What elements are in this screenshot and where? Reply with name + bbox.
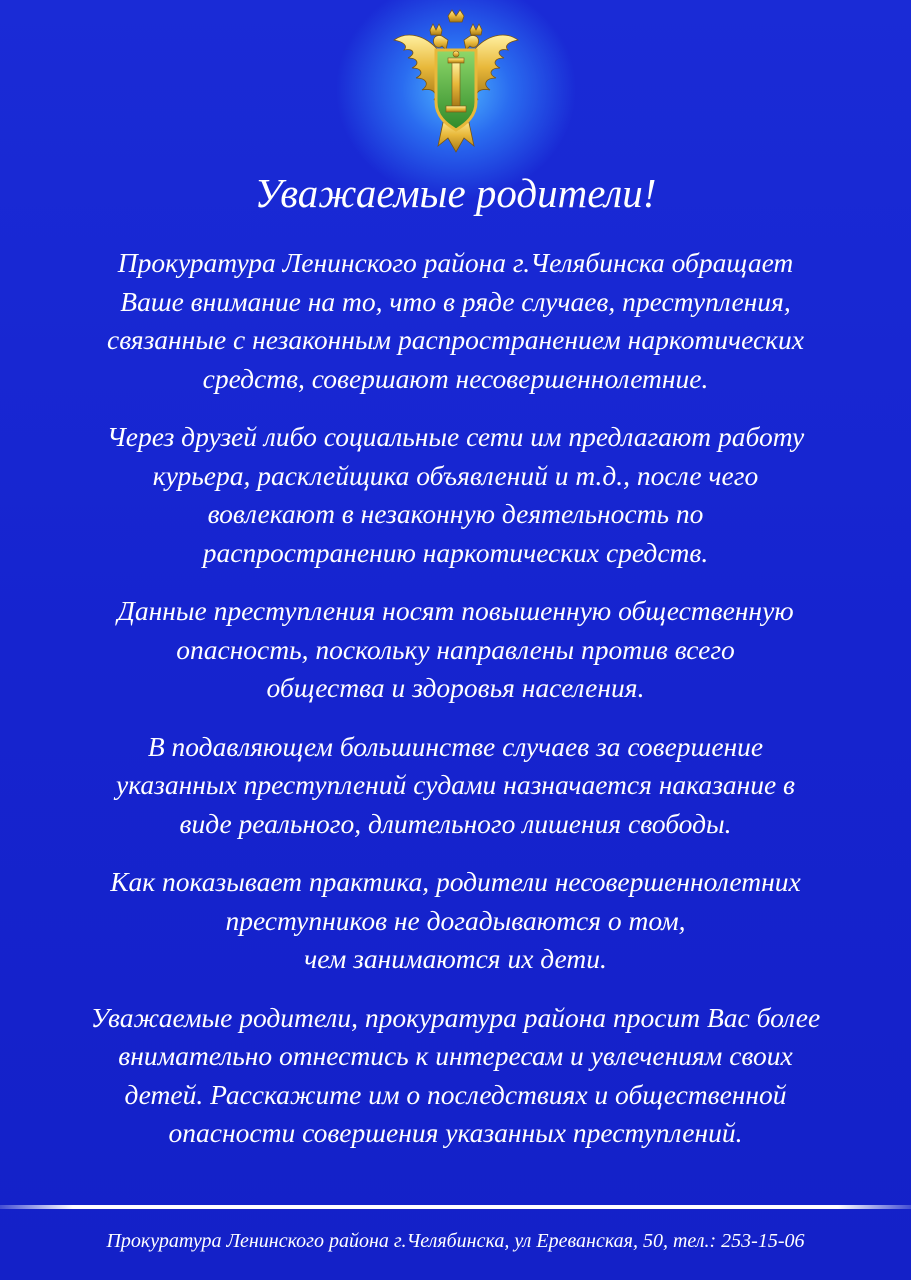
prosecutor-emblem-icon	[386, 6, 526, 158]
paragraph-3	[20, 592, 891, 708]
text-line: чем занимаются их дети.	[304, 943, 607, 974]
footer-address: Прокуратура Ленинского района г.Челябинска, ул Ереванская, 50, тел.: 253-15-06	[106, 1230, 805, 1252]
text-line: внимательно отнестись к интересам и увлечениям своих	[118, 1040, 793, 1071]
text-line: общества и здоровья населения.	[266, 672, 645, 703]
paragraph-4	[20, 728, 891, 844]
paragraph-6	[20, 999, 891, 1153]
text-line: Прокуратура Ленинского района г.Челябинска обращает	[117, 247, 794, 278]
text-line: связанные с незаконным распространением наркотических	[107, 324, 804, 355]
paragraph-2	[20, 418, 891, 572]
text-line: Данные преступления носят повышенную общественную	[117, 595, 794, 626]
text-line: В подавляющем большинстве случаев за совершение	[147, 730, 764, 762]
text-line: курьера, расклейщика объявлений и т.д., после чего	[152, 459, 759, 491]
footer-divider	[0, 1205, 911, 1209]
page-title: Уважаемые родители!	[254, 170, 657, 216]
text-line: средств, совершают несовершеннолетние.	[202, 362, 709, 394]
text-line: опасности совершения указанных преступлений.	[168, 1117, 743, 1148]
text-line: опасность, поскольку направлены против всего	[176, 633, 735, 665]
text-line: преступников не догадываются о том,	[225, 904, 686, 936]
text-line: вовлекают в незаконную деятельность по	[207, 498, 704, 529]
text-line: виде реального, длительного лишения свободы.	[179, 807, 732, 839]
text-line: Как показывает практика, родители несовершеннолетних	[110, 866, 801, 897]
text-line: распространению наркотических средств.	[202, 536, 709, 568]
paragraph-1	[20, 244, 891, 398]
text-line: Через друзей либо социальные сети им предлагают работу	[106, 421, 805, 452]
text-line: указанных преступлений судами назначается наказание в	[116, 769, 795, 800]
text-line: Уважаемые родители, прокуратура района просит Вас более	[90, 1001, 821, 1033]
message-body	[20, 244, 891, 1173]
text-line: детей. Расскажите им о последствиях и общественной	[124, 1078, 787, 1110]
text-line: Ваше внимание на то, что в ряде случаев, преступления,	[120, 285, 791, 317]
paragraph-5	[20, 863, 891, 979]
